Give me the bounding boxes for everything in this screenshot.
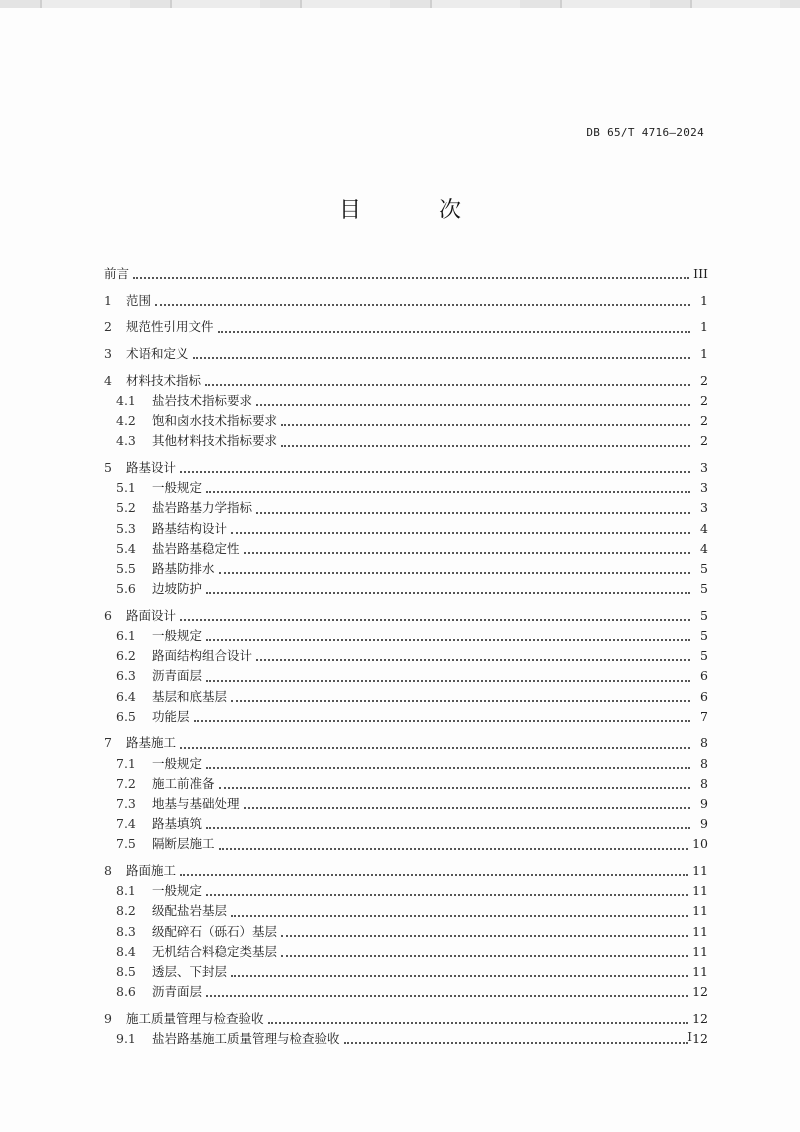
- toc-chapter-entry[interactable]: [104, 371, 708, 391]
- dot-leader: [180, 873, 688, 876]
- toc-section-entry[interactable]: [104, 626, 708, 646]
- toc-chapter-entry[interactable]: [104, 1009, 708, 1029]
- toc-entry-page: 3: [700, 480, 708, 496]
- toc-entry-number: 6: [104, 607, 112, 623]
- dot-leader: [281, 444, 690, 447]
- toc-chapter-entry[interactable]: [104, 861, 708, 881]
- toc-section-entry[interactable]: [104, 431, 708, 451]
- toc-entry-page: 11: [692, 863, 708, 879]
- dot-leader: [206, 826, 690, 829]
- toc-entry-page: 12: [692, 1010, 708, 1026]
- toc-entry-page: 9: [700, 816, 708, 832]
- toc-section-entry[interactable]: [104, 478, 708, 498]
- toc-entry-number: 7.2: [116, 775, 136, 791]
- toc-entry-title: 一般规定: [152, 480, 203, 496]
- toc-entry-page: 8: [700, 755, 708, 771]
- toc-entry-page: 12: [692, 1031, 708, 1047]
- toc-entry-number: 1: [104, 292, 112, 308]
- toc-entry-title: 沥青面层: [152, 668, 203, 684]
- dot-leader: [194, 719, 690, 722]
- toc-entry-title: 一般规定: [152, 883, 203, 899]
- toc-entry-title: 无机结合料稳定类基层: [152, 943, 278, 959]
- table-of-contents: [104, 264, 708, 1049]
- toc-entry-page: 11: [692, 923, 708, 939]
- toc-entry-page: 1: [700, 292, 708, 308]
- toc-entry-title: 级配碎石（砾石）基层: [152, 923, 278, 939]
- toc-entry-page: 5: [700, 627, 708, 643]
- dot-leader: [281, 934, 688, 937]
- toc-section-entry[interactable]: [104, 411, 708, 431]
- toc-entry-page: 3: [700, 459, 708, 475]
- toc-entry-page: 9: [700, 795, 708, 811]
- toc-entry-page: 12: [692, 984, 708, 1000]
- toc-entry-number: 4.1: [116, 392, 136, 408]
- toc-chapter-entry[interactable]: [104, 458, 708, 478]
- toc-entry-page: 4: [700, 540, 708, 556]
- toc-entry-page: 8: [700, 735, 708, 751]
- toc-section-entry[interactable]: [104, 579, 708, 599]
- page-title: 目 次: [338, 198, 489, 223]
- toc-section-entry[interactable]: [104, 942, 708, 962]
- toc-section-entry[interactable]: [104, 814, 708, 834]
- toc-entry-page: 10: [692, 836, 708, 852]
- toc-entry-title: 路基结构设计: [152, 520, 228, 536]
- dot-leader: [256, 403, 690, 406]
- toc-section-entry[interactable]: [104, 881, 708, 901]
- toc-entry-page: 1: [700, 319, 708, 335]
- toc-entry-title: 路基施工: [126, 735, 177, 751]
- toc-entry-number: 4.2: [116, 413, 136, 429]
- toc-entry-title: 其他材料技术指标要求: [152, 433, 278, 449]
- dot-leader: [180, 618, 690, 621]
- toc-chapter-entry[interactable]: [104, 733, 708, 753]
- toc-section-entry[interactable]: [104, 982, 708, 1002]
- toc-entry-number: 7: [104, 735, 112, 751]
- toc-section-entry[interactable]: [104, 646, 708, 666]
- toc-entry-title: 沥青面层: [152, 984, 203, 1000]
- toc-entry-page: 1: [700, 346, 708, 362]
- toc-entry-page: 4: [700, 520, 708, 536]
- dot-leader: [231, 974, 688, 977]
- toc-entry-title: 级配盐岩基层: [152, 903, 228, 919]
- toc-entry-number: 8.3: [116, 923, 136, 939]
- toc-entry-number: 6.3: [116, 668, 136, 684]
- toc-section-entry[interactable]: [104, 834, 708, 854]
- toc-section-entry[interactable]: [104, 922, 708, 942]
- dot-leader: [219, 847, 689, 850]
- toc-entry-title: 材料技术指标: [126, 372, 202, 388]
- toc-entry-number: 4.3: [116, 433, 136, 449]
- toc-entry-number: 8.1: [116, 883, 136, 899]
- dot-leader: [206, 766, 690, 769]
- toc-entry-number: 5.5: [116, 560, 136, 576]
- dot-leader: [205, 383, 690, 386]
- dot-leader: [180, 746, 690, 749]
- toc-entry-title: 前言: [104, 265, 130, 281]
- toc-entry-title: 透层、下封层: [152, 963, 228, 979]
- toc-entry-title: 盐岩技术指标要求: [152, 392, 253, 408]
- toc-entry-page: 8: [700, 775, 708, 791]
- dot-leader: [268, 1021, 689, 1024]
- toc-entry-page: 11: [692, 903, 708, 919]
- toc-entry-number: 5.1: [116, 480, 136, 496]
- dot-leader: [180, 470, 690, 473]
- toc-entry-title: 饱和卤水技术指标要求: [152, 413, 278, 429]
- toc-section-entry[interactable]: [104, 391, 708, 411]
- toc-section-entry[interactable]: [104, 498, 708, 518]
- toc-entry-page: 5: [700, 581, 708, 597]
- dot-leader: [281, 423, 690, 426]
- toc-section-entry[interactable]: [104, 962, 708, 982]
- toc-entry-title: 基层和底基层: [152, 688, 228, 704]
- toc-entry-page: 5: [700, 648, 708, 664]
- toc-entry-page: 11: [692, 943, 708, 959]
- dot-leader: [206, 994, 688, 997]
- toc-entry-title: 路基防排水: [152, 560, 215, 576]
- dot-leader: [231, 531, 690, 534]
- toc-entry-title: 地基与基础处理: [152, 795, 240, 811]
- toc-entry-number: 5.4: [116, 540, 136, 556]
- dot-leader: [281, 954, 688, 957]
- toc-chapter-entry[interactable]: [104, 606, 708, 626]
- toc-entry-page: 5: [700, 560, 708, 576]
- dot-leader: [219, 786, 690, 789]
- toc-entry-page: 2: [700, 433, 708, 449]
- toc-section-entry[interactable]: [104, 754, 708, 774]
- toc-section-entry[interactable]: [104, 519, 708, 539]
- dot-leader: [193, 356, 690, 359]
- toc-entry-page: 2: [700, 413, 708, 429]
- toc-section-entry[interactable]: [104, 1029, 708, 1049]
- dot-leader: [344, 1041, 689, 1044]
- toc-entry-page: 11: [692, 883, 708, 899]
- toc-entry-title: 盐岩路基力学指标: [152, 500, 253, 516]
- toc-entry-page: 11: [692, 963, 708, 979]
- toc-entry-number: 7.3: [116, 795, 136, 811]
- toc-entry-title: 隔断层施工: [152, 836, 215, 852]
- dot-leader: [256, 658, 690, 661]
- dot-leader: [231, 699, 690, 702]
- toc-entry-number: 8.5: [116, 963, 136, 979]
- toc-section-entry[interactable]: [104, 559, 708, 579]
- page-number: I: [687, 1030, 692, 1044]
- toc-chapter-entry[interactable]: [104, 344, 708, 364]
- dot-leader: [133, 276, 689, 279]
- dot-leader: [256, 511, 690, 514]
- dot-leader: [206, 893, 688, 896]
- dot-leader: [206, 490, 690, 493]
- toc-entry-number: 6.1: [116, 627, 136, 643]
- dot-leader: [206, 638, 690, 641]
- toc-entry-title: 功能层: [152, 708, 190, 724]
- toc-entry-number: 8.6: [116, 984, 136, 1000]
- toc-entry-number: 9: [104, 1010, 112, 1026]
- toc-entry-title: 路基设计: [126, 459, 177, 475]
- toc-entry-number: 6.5: [116, 708, 136, 724]
- toc-entry-number: 5.3: [116, 520, 136, 536]
- toc-entry-page: 6: [700, 668, 708, 684]
- standard-code: DB 65/T 4716—2024: [586, 126, 704, 139]
- dot-leader: [244, 806, 690, 809]
- toc-entry-number: 7.4: [116, 816, 136, 832]
- dot-leader: [155, 303, 690, 306]
- toc-entry-number: 2: [104, 319, 112, 335]
- toc-entry-title: 一般规定: [152, 627, 203, 643]
- toc-section-entry[interactable]: [104, 666, 708, 686]
- toc-entry-number: 5.2: [116, 500, 136, 516]
- toc-section-entry[interactable]: [104, 707, 708, 727]
- toc-entry-page: 3: [700, 500, 708, 516]
- toc-entry-number: 6.2: [116, 648, 136, 664]
- toc-entry-title: 施工质量管理与检查验收: [126, 1010, 264, 1026]
- toc-entry-number: 8: [104, 863, 112, 879]
- toc-entry-title: 盐岩路基施工质量管理与检查验收: [152, 1031, 340, 1047]
- toc-section-entry[interactable]: [104, 794, 708, 814]
- toc-entry-number: 8.2: [116, 903, 136, 919]
- toc-entry-title: 规范性引用文件: [126, 319, 214, 335]
- toc-entry-page: 5: [700, 607, 708, 623]
- toc-entry-number: 4: [104, 372, 112, 388]
- dot-leader: [206, 591, 690, 594]
- dot-leader: [244, 551, 690, 554]
- toc-entry-page: 2: [700, 392, 708, 408]
- dot-leader: [231, 914, 688, 917]
- toc-section-entry[interactable]: [104, 901, 708, 921]
- toc-entry-title: 边坡防护: [152, 581, 203, 597]
- toc-entry-page: III: [693, 265, 708, 281]
- toc-entry-title: 路面施工: [126, 863, 177, 879]
- scan-edge-artifact: [0, 0, 800, 8]
- toc-entry-number: 5: [104, 459, 112, 475]
- toc-entry-number: 5.6: [116, 581, 136, 597]
- dot-leader: [206, 679, 690, 682]
- toc-entry-title: 施工前准备: [152, 775, 215, 791]
- toc-entry-title: 术语和定义: [126, 346, 189, 362]
- toc-section-entry[interactable]: [104, 687, 708, 707]
- toc-entry-number: 6.4: [116, 688, 136, 704]
- toc-entry-title: 路面设计: [126, 607, 177, 623]
- toc-chapter-entry[interactable]: [104, 291, 708, 311]
- toc-entry-title: 一般规定: [152, 755, 203, 771]
- toc-entry-number: 3: [104, 346, 112, 362]
- toc-entry-number: 8.4: [116, 943, 136, 959]
- toc-entry-title: 盐岩路基稳定性: [152, 540, 240, 556]
- toc-entry-number: 7.1: [116, 755, 136, 771]
- toc-entry-page: 6: [700, 688, 708, 704]
- toc-entry-page: 7: [700, 708, 708, 724]
- toc-section-entry[interactable]: [104, 539, 708, 559]
- toc-entry-title: 范围: [126, 292, 152, 308]
- toc-entry-number: 9.1: [116, 1031, 136, 1047]
- toc-entry-title: 路面结构组合设计: [152, 648, 253, 664]
- dot-leader: [219, 571, 690, 574]
- dot-leader: [218, 330, 690, 333]
- toc-chapter-entry[interactable]: [104, 317, 708, 337]
- toc-entry-title: 路基填筑: [152, 816, 203, 832]
- toc-entry-number: 7.5: [116, 836, 136, 852]
- toc-entry-page: 2: [700, 372, 708, 388]
- toc-chapter-entry[interactable]: [104, 264, 708, 284]
- toc-section-entry[interactable]: [104, 774, 708, 794]
